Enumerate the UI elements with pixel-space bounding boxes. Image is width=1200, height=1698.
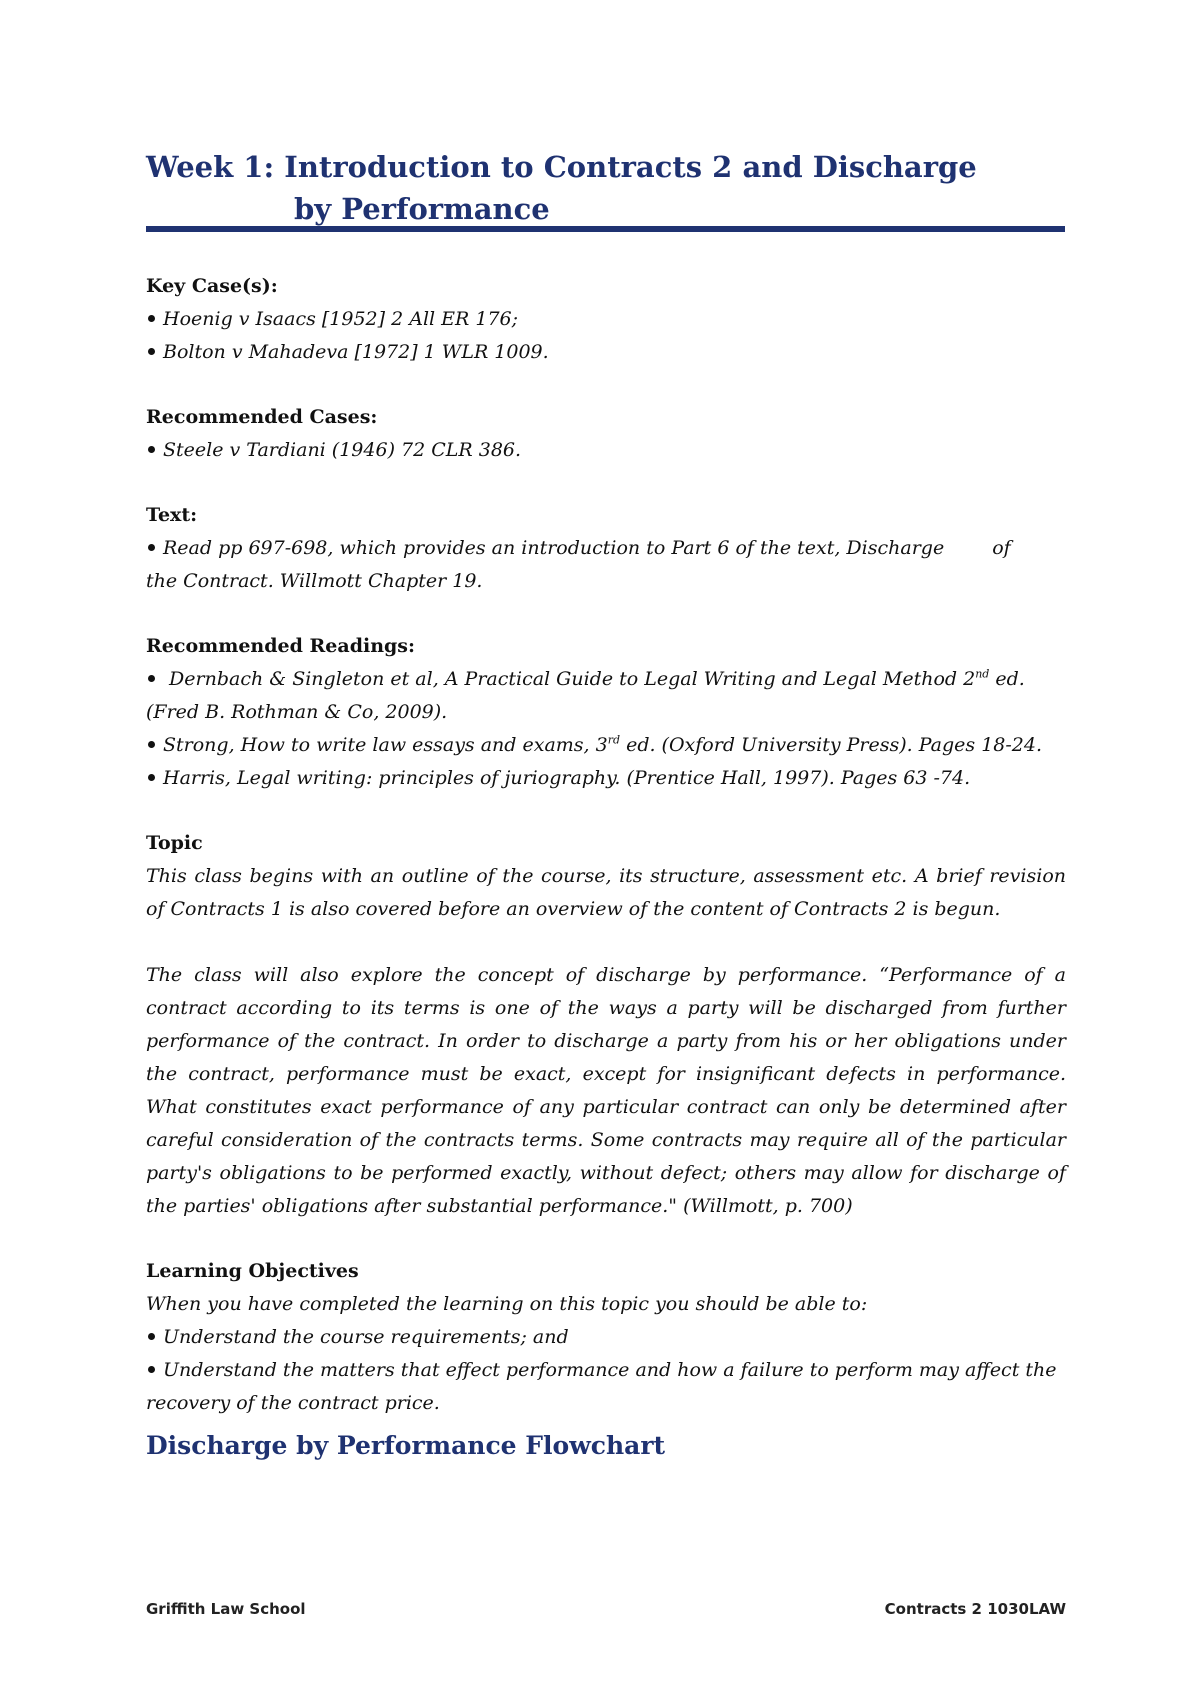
list-item: Strong, How to write law essays and exams, 3rd ed. (Oxford University Press). Pages 18-24.	[146, 729, 1066, 762]
topic-heading: Topic	[146, 832, 203, 854]
title-line-2: by Performance	[294, 192, 550, 226]
bullet-icon	[148, 1333, 155, 1340]
bullet-icon	[148, 741, 155, 748]
list-item: Understand the matters that effect performance and how a failure to perform may affect the recovery of the contract price.	[146, 1359, 1057, 1414]
list-item: Harris, Legal writing: principles of juriography. (Prentice Hall, 1997). Pages 63 -74.	[146, 762, 1066, 795]
title-line-1: Week 1: Introduction to Contracts 2 and Discharge	[146, 150, 977, 184]
list-item: Steele v Tardiani (1946) 72 CLR 386.	[146, 434, 1066, 467]
document-body	[146, 270, 1066, 1464]
bullet-icon	[148, 1366, 155, 1373]
bullet-icon	[148, 675, 155, 682]
learning-objectives-intro: When you have completed the learning on this topic you should be able to:	[146, 1293, 868, 1315]
text-heading: Text:	[146, 504, 198, 526]
list-item: Bolton v Mahadeva [1972] 1 WLR 1009.	[146, 336, 1066, 369]
page-title	[146, 146, 1066, 230]
flowchart-heading: Discharge by Performance Flowchart	[146, 1431, 666, 1460]
key-cases-heading: Key Case(s):	[146, 275, 278, 297]
topic-paragraph-1: This class begins with an outline of the course, its structure, assessment etc. A brief revision of Contracts 1 is also covered before an overview of the content of Contracts 2 is begun.	[146, 865, 1066, 920]
recommended-readings-heading: Recommended Readings:	[146, 635, 416, 657]
bullet-icon	[148, 544, 155, 551]
topic-paragraph-2: The class will also explore the concept of discharge by performance. “Performance of a contract according to its terms is one of the ways a party will be discharged from further performance of the contract. In order to discharge a party from his or her obligations under the contract, performance must be exact, except for insignificant defects in performance. What constitutes exact performance of any particular contract can only be determined after careful consideration of the contracts terms. Some contracts may require all of the particular party's obligations to be performed exactly, without defect; others may allow for discharge of the parties' obligations after substantial performance." (Willmott, p. 700)	[146, 964, 1066, 1217]
page-footer	[146, 1600, 1066, 1624]
list-item: Hoenig v Isaacs [1952] 2 All ER 176;	[146, 303, 1066, 336]
bullet-icon	[148, 774, 155, 781]
bullet-icon	[148, 315, 155, 322]
title-underline-rule	[146, 226, 1065, 232]
footer-course: Contracts 2 1030LAW	[884, 1600, 1066, 1618]
footer-school: Griffith Law School	[146, 1600, 306, 1618]
list-item: Dernbach & Singleton et al, A Practical Guide to Legal Writing and Legal Method 2nd ed. (Fred B. Rothman & Co, 2009).	[146, 667, 1025, 723]
learning-objectives-heading: Learning Objectives	[146, 1260, 359, 1282]
list-item: Understand the course requirements; and	[146, 1321, 1066, 1354]
bullet-icon	[148, 348, 155, 355]
bullet-icon	[148, 446, 155, 453]
recommended-cases-heading: Recommended Cases:	[146, 406, 378, 428]
list-item: Read pp 697-698, which provides an introduction to Part 6 of the text, Discharge of the Contract. Willmott Chapter 19.	[146, 537, 1011, 592]
